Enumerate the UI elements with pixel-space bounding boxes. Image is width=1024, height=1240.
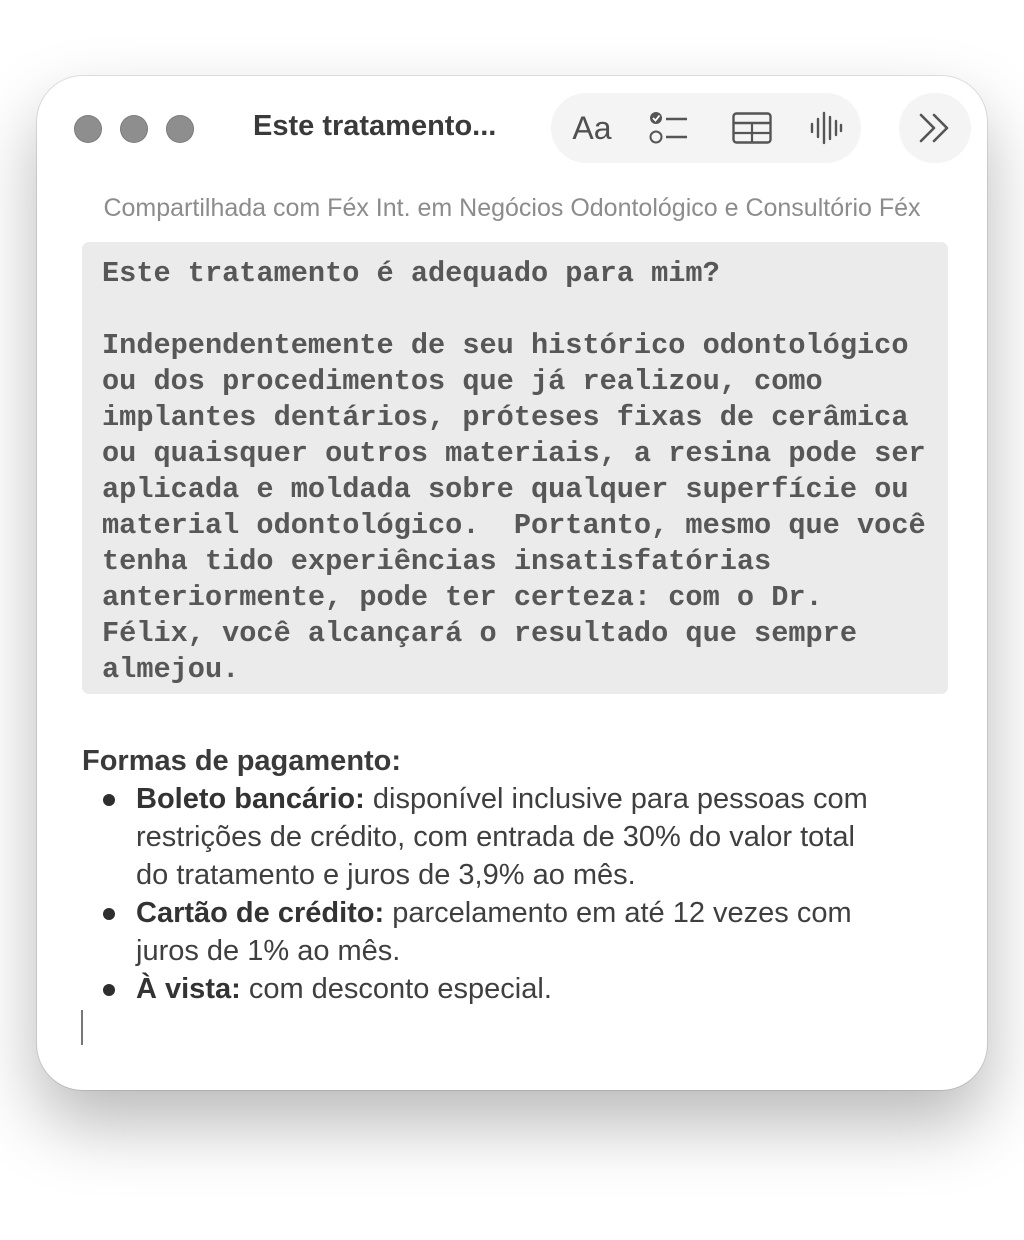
code-line: material odontológico. Portanto, mesmo que você	[102, 509, 926, 542]
window-title: Este tratamento...	[253, 110, 497, 142]
list-item-line	[136, 894, 962, 932]
close-button[interactable]	[74, 115, 102, 143]
payment-method-text: com desconto especial.	[240, 973, 552, 1005]
code-block[interactable]	[82, 242, 948, 694]
payment-method-text: disponível inclusive para pessoas com	[364, 783, 868, 815]
list-item-line: do tratamento e juros de 3,9% ao mês.	[136, 859, 636, 891]
table-icon	[732, 112, 772, 144]
minimize-button[interactable]	[120, 115, 148, 143]
code-line: ou quaisquer outros materiais, a resina pode ser	[102, 437, 926, 470]
code-line: Félix, você alcançará o resultado que sempre	[102, 617, 857, 650]
payment-method-label: À vista:	[136, 973, 241, 1005]
payment-method-label: Cartão de crédito:	[136, 897, 385, 929]
payment-method-text: parcelamento em até 12 vezes com	[384, 897, 852, 929]
notes-window	[37, 76, 987, 1090]
payment-list	[82, 780, 962, 1008]
code-line: implantes dentários, próteses fixas de cerâmica	[102, 401, 909, 434]
audio-waveform-icon	[809, 111, 843, 145]
list-item-line: restrições de crédito, com entrada de 30% do valor total	[136, 821, 855, 853]
checklist-icon	[649, 111, 689, 145]
checklist-button[interactable]	[641, 93, 697, 163]
code-line: aplicada e moldada sobre qualquer superfície ou	[102, 473, 909, 506]
text-format-icon: Aa	[572, 109, 612, 146]
more-tools-button[interactable]	[899, 93, 971, 163]
bullet-icon	[103, 794, 115, 806]
list-item	[82, 894, 962, 970]
format-toolbar	[551, 93, 861, 163]
list-item	[82, 970, 962, 1008]
code-line: ou dos procedimentos que já realizou, como	[102, 365, 823, 398]
payment-method-label: Boleto bancário:	[136, 783, 365, 815]
list-item-line	[136, 780, 962, 818]
bullet-icon	[103, 984, 115, 996]
payment-section[interactable]	[82, 742, 962, 1008]
zoom-button[interactable]	[166, 115, 194, 143]
shared-with-banner: Compartilhada com Féx Int. em Negócios Odontológico e Consultório Féx	[103, 194, 921, 222]
code-line: Independentemente de seu histórico odontológico	[102, 329, 909, 362]
text-format-button[interactable]	[567, 93, 617, 163]
code-line: almejou.	[102, 653, 240, 686]
list-item	[82, 780, 962, 894]
code-line: anteriormente, pode ter certeza: com o Dr.	[102, 581, 823, 614]
text-cursor	[81, 1010, 83, 1045]
list-item-line	[136, 970, 962, 1008]
code-line: tenha tido experiências insatisfatórias	[102, 545, 772, 578]
list-item-line: juros de 1% ao mês.	[136, 935, 401, 967]
chevron-double-right-icon	[917, 112, 953, 144]
table-button[interactable]	[721, 93, 783, 163]
audio-record-button[interactable]	[801, 93, 851, 163]
code-line: Este tratamento é adequado para mim?	[102, 257, 720, 290]
payment-heading: Formas de pagamento:	[82, 745, 402, 777]
bullet-icon	[103, 908, 115, 920]
